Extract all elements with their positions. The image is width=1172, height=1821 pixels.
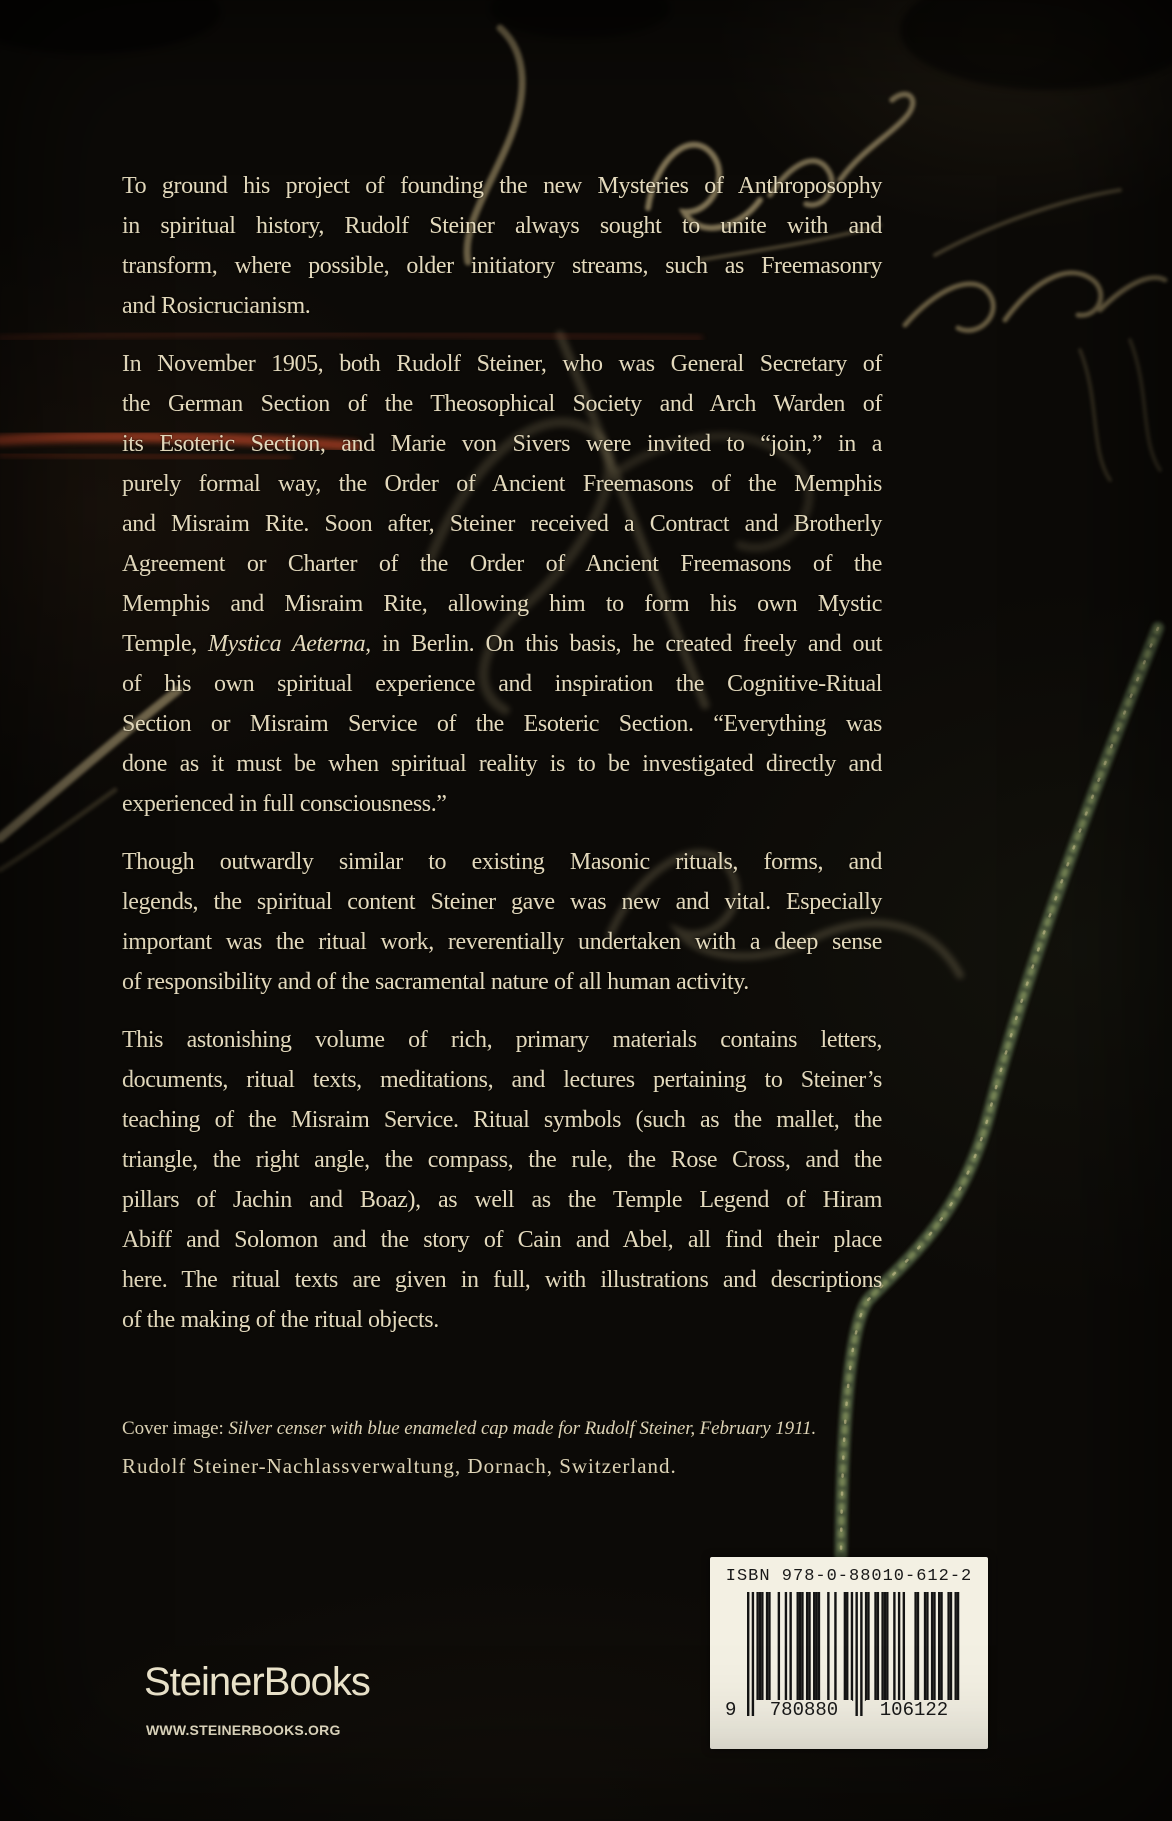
- corner-shadows: [0, 0, 1172, 90]
- text-line: here. The ritual texts are given in full, with illustrations and descriptions: [122, 1267, 882, 1293]
- text-line: Section or Misraim Service of the Esoteric Section. “Everything was: [122, 711, 882, 737]
- text-line: triangle, the right angle, the compass, the rule, the Rose Cross, and the: [122, 1147, 882, 1173]
- barcode-digit-first: 9: [725, 1700, 743, 1720]
- text-line: of the making of the ritual objects.: [122, 1307, 439, 1333]
- barcode-bars: [747, 1592, 971, 1716]
- cover-image-credit: [122, 1416, 816, 1479]
- publisher-logo: SteinerBooks: [144, 1660, 370, 1704]
- paragraph-2: [122, 344, 882, 824]
- isbn-number: ISBN 978-0-88010-612-2: [725, 1567, 973, 1586]
- text-line: Abiff and Solomon and the story of Cain and Abel, all find their place: [122, 1227, 882, 1253]
- barcode-digits-left: 780880: [756, 1700, 852, 1720]
- text-line: Memphis and Misraim Rite, allowing him to form his own Mystic: [122, 591, 882, 617]
- publisher-website: WWW.STEINERBOOKS.ORG: [146, 1722, 341, 1738]
- text-line: its Esoteric Section, and Marie von Sivers were invited to “join,” in a: [122, 431, 882, 457]
- text-line: Though outwardly similar to existing Masonic rituals, forms, and: [122, 849, 882, 875]
- text-line: documents, ritual texts, meditations, and lectures pertaining to Steiner’s: [122, 1067, 882, 1093]
- text-line: of responsibility and of the sacramental nature of all human activity.: [122, 969, 749, 995]
- isbn-barcode-label: [710, 1557, 988, 1749]
- credit-attribution: Rudolf Steiner-Nachlassverwaltung, Dornach, Switzerland.: [122, 1454, 677, 1478]
- text-line: and Rosicrucianism.: [122, 293, 311, 319]
- text-line: important was the ritual work, reverentially undertaken with a deep sense: [122, 929, 882, 955]
- text-line: In November 1905, both Rudolf Steiner, who was General Secretary of: [122, 351, 882, 377]
- text-line: purely formal way, the Order of Ancient Freemasons of the Memphis: [122, 471, 882, 497]
- paragraph-4: [122, 1020, 882, 1340]
- book-title-italic: Mystica Aeterna,: [208, 631, 371, 657]
- censer-chain: [841, 628, 1158, 1556]
- text-line: Agreement or Charter of the Order of Ancient Freemasons of the: [122, 551, 882, 577]
- text-line: of his own spiritual experience and inspiration the Cognitive-Ritual: [122, 671, 882, 697]
- credit-caption: Cover image: Silver censer with blue enameled cap made for Rudolf Steiner, February 1911.: [122, 1418, 817, 1439]
- text-line: legends, the spiritual content Steiner gave was new and vital. Especially: [122, 889, 882, 915]
- text-line: done as it must be when spiritual reality is to be investigated directly and: [122, 751, 882, 777]
- text-line: pillars of Jachin and Boaz), as well as the Temple Legend of Hiram: [122, 1187, 882, 1213]
- text-line: This astonishing volume of rich, primary materials contains letters,: [122, 1027, 882, 1053]
- text-line: Temple, Mystica Aeterna, in Berlin. On this basis, he created freely and out: [122, 631, 882, 657]
- paragraph-3: [122, 842, 882, 1002]
- text-line: transform, where possible, older initiatory streams, such as Freemasonry: [122, 253, 882, 279]
- barcode-digits-right: 106122: [866, 1700, 962, 1720]
- text-line: To ground his project of founding the new Mysteries of Anthroposophy: [122, 173, 882, 199]
- ean13-barcode: [723, 1592, 975, 1722]
- paragraph-1: [122, 166, 882, 326]
- text-line: and Misraim Rite. Soon after, Steiner received a Contract and Brotherly: [122, 511, 882, 537]
- text-line: teaching of the Misraim Service. Ritual symbols (such as the mallet, the: [122, 1107, 882, 1133]
- credit-caption-italic: Silver censer with blue enameled cap made for Rudolf Steiner, February 1911.: [228, 1418, 817, 1439]
- text-line: the German Section of the Theosophical Society and Arch Warden of: [122, 391, 882, 417]
- text-line: experienced in full consciousness.”: [122, 791, 447, 817]
- back-cover-text: [122, 166, 882, 1358]
- text-line: in spiritual history, Rudolf Steiner always sought to unite with and: [122, 213, 882, 239]
